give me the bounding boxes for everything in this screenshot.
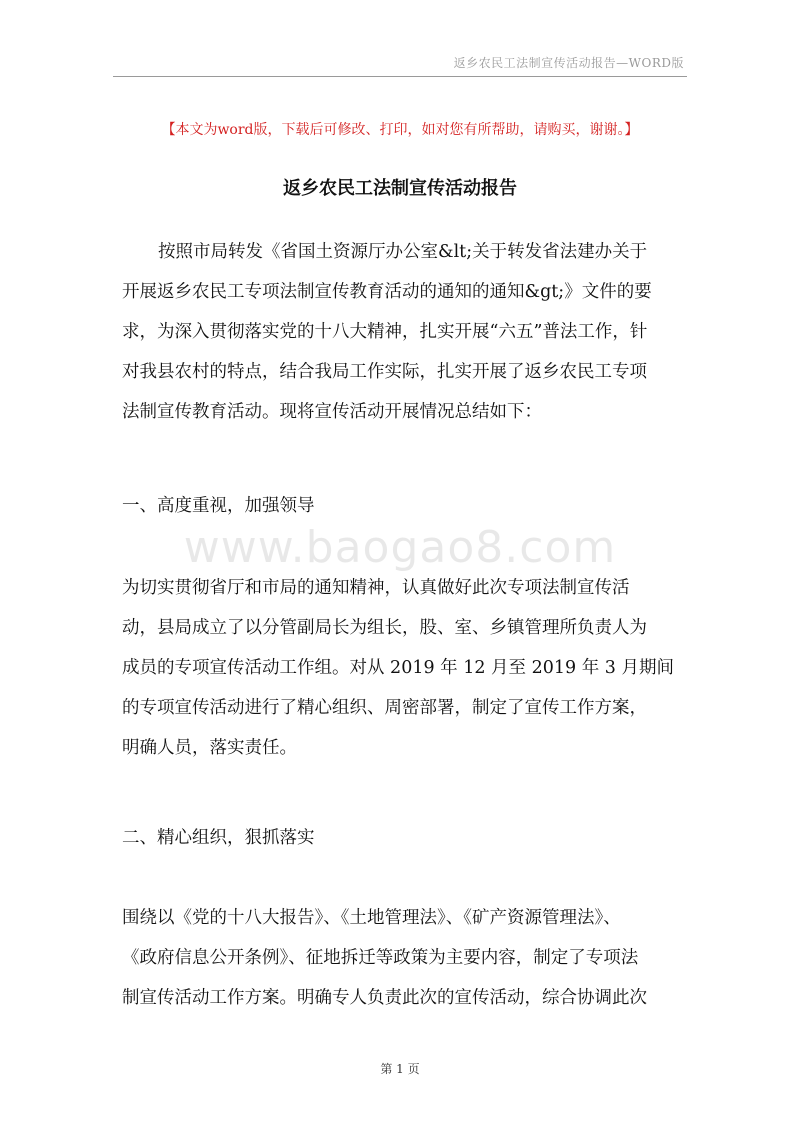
paragraph-leadership (122, 568, 678, 768)
paragraph-line: 的专项宣传活动进行了精心组织、周密部署，制定了宣传工作方案， (122, 698, 647, 718)
watermark: www.baogao8.com (183, 522, 617, 573)
paragraph-line: 成员的专项宣传活动工作组。对从 2019 年 12 月至 2019 年 3 月期间 (122, 658, 674, 678)
section-heading-1: 一、高度重视，加强领导 (122, 496, 315, 516)
paragraph-organization (122, 898, 678, 1018)
paragraph-line: 明确人员，落实责任。 (122, 738, 297, 758)
paragraph-line: 按照市局转发《省国土资源厅办公室&lt;关于转发省法建办关于 (158, 242, 648, 262)
running-header: 返乡农民工法制宣传活动报告—WORD版 (453, 56, 684, 70)
paragraph-line: 开展返乡农民工专项法制宣传教育活动的通知的通知&gt;》文件的要 (122, 282, 652, 302)
paragraph-line: 为切实贯彻省厅和市局的通知精神，认真做好此次专项法制宣传活 (122, 578, 630, 598)
paragraph-line: 法制宣传教育活动。现将宣传活动开展情况总结如下： (122, 402, 542, 422)
paragraph-line: 动，县局成立了以分管副局长为组长，股、室、乡镇管理所负责人为 (122, 618, 647, 638)
section-heading-2: 二、精心组织，狠抓落实 (122, 828, 315, 848)
paragraph-line: 围绕以《党的十八大报告》、《土地管理法》、《矿产资源管理法》、 (122, 908, 621, 928)
paragraph-line: 求，为深入贯彻落实党的十八大精神，扎实开展“六五”普法工作，针 (122, 322, 648, 342)
header-rule (113, 76, 687, 77)
purchase-notice: 【本文为word版，下载后可修改、打印，如对您有所帮助，请购买，谢谢。】 (161, 122, 639, 138)
paragraph-line: 《政府信息公开条例》、征地拆迁等政策为主要内容，制定了专项法 (122, 948, 639, 968)
paragraph-line: 对我县农村的特点，结合我局工作实际，扎实开展了返乡农民工专项 (122, 362, 647, 382)
paragraph-line: 制宣传活动工作方案。明确专人负责此次的宣传活动，综合协调此次 (122, 988, 647, 1008)
paragraph-intro (122, 232, 678, 432)
page-number: 第 1 页 (380, 1062, 420, 1076)
document-title: 返乡农民工法制宣传活动报告 (283, 178, 517, 199)
